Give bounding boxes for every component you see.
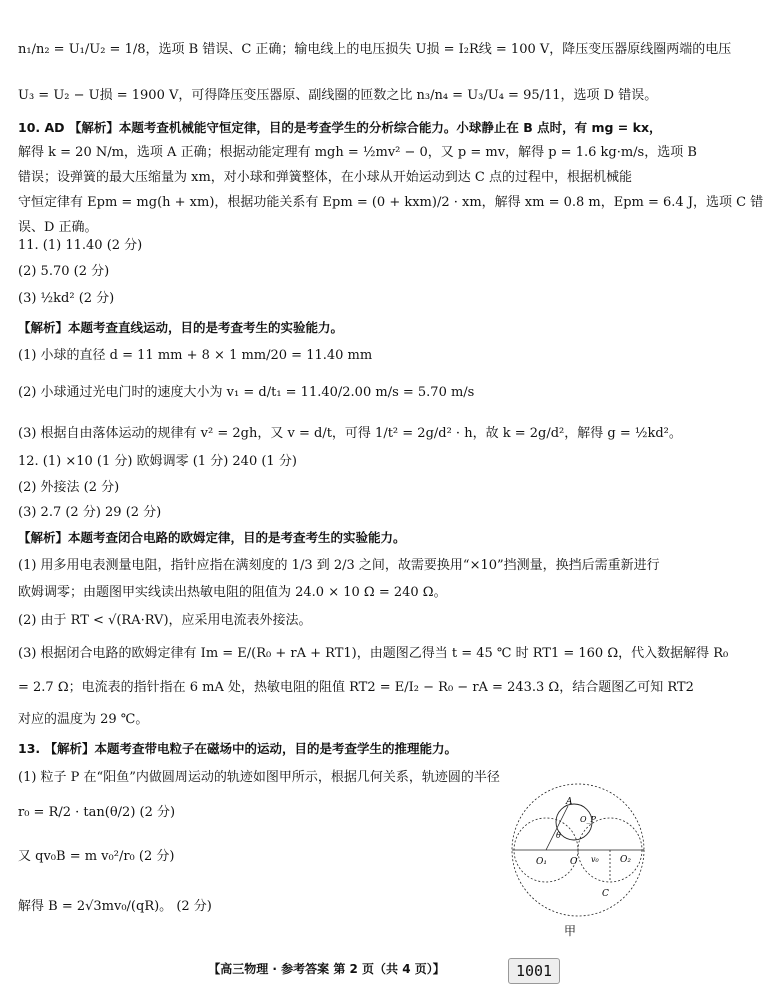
page-footer: 【高三物理 · 参考答案 第 2 页（共 4 页）】 (208, 962, 445, 976)
figure-label: O (570, 857, 578, 867)
page-code: 1001 (508, 958, 560, 984)
text-line: 误、D 正确。 (18, 220, 98, 235)
text-line: 【解析】本题考查闭合电路的欧姆定律，目的是考查考生的实验能力。 (18, 530, 406, 545)
text-line: 10. AD 【解析】本题考查机械能守恒定律，目的是考查学生的分析综合能力。小球静止在 B 点时，有 mg = kx， (18, 120, 662, 135)
text-line: (3) 2.7 (2 分) 29 (2 分) (18, 505, 162, 520)
text-line: 守恒定律有 Epm = mg(h + xm)，根据功能关系有 Epm = (0 + kxm)/2 · xm，解得 xm = 0.8 m，Epm = 6.4 J，选项 C 错 (18, 195, 763, 210)
radius-line-a (546, 806, 568, 850)
text-line: (1) 小球的直径 d = 11 mm + 8 × 1 mm/20 = 11.40 mm (18, 348, 373, 363)
text-line: 11. (1) 11.40 (2 分) (18, 238, 143, 253)
figure-label: C (602, 889, 609, 899)
text-line: 欧姆调零；由题图甲实线读出热敏电阻的阻值为 24.0 × 10 Ω = 240 Ω。 (18, 585, 447, 600)
figure-label: v₀ (591, 855, 599, 864)
trajectory-figure (506, 792, 648, 920)
text-line: (2) 由于 RT < √(RA·RV)，应采用电流表外接法。 (18, 613, 312, 628)
text-line: 12. (1) ×10 (1 分) 欧姆调零 (1 分) 240 (1 分) (18, 454, 297, 469)
figure-caption: 甲 (564, 924, 577, 938)
text-line: 解得 k = 20 N/m，选项 A 正确；根据动能定理有 mgh = ½mv² − 0，又 p = mv，解得 p = 1.6 kg·m/s，选项 B (18, 145, 697, 160)
text-line: 错误；设弹簧的最大压缩量为 xm，对小球和弹簧整体，在小球从开始运动到达 C 点的过程中，根据机械能 (18, 170, 633, 185)
figure-label: O_P (580, 815, 596, 824)
text-line: (1) 用多用电表测量电阻，指针应指在满刻度的 1/3 到 2/3 之间，故需要换用“×10”挡测量，换挡后需重新进行 (18, 558, 660, 573)
figure-label: A (566, 797, 573, 807)
text-line: 对应的温度为 29 ℃。 (18, 712, 149, 727)
text-line: (3) 根据自由落体运动的规律有 v² = 2gh，又 v = d/t，可得 1/t² = 2g/d² · h，故 k = 2g/d²，解得 g = ½kd²。 (18, 426, 682, 441)
text-line: (1) 粒子 P 在“阳鱼”内做圆周运动的轨迹如图甲所示，根据几何关系，轨迹圆的半径 (18, 770, 500, 785)
text-line: 13. 【解析】本题考查带电粒子在磁场中的运动，目的是考查学生的推理能力。 (18, 741, 457, 756)
text-line: = 2.7 Ω；电流表的指针指在 6 mA 处，热敏电阻的阻值 RT2 = E/I₂ − R₀ − rA = 243.3 Ω，结合题图乙可知 RT2 (18, 680, 694, 695)
text-line: (3) ½kd² (2 分) (18, 291, 115, 306)
text-line: U₃ = U₂ − U损 = 1900 V，可得降压变压器原、副线圈的匝数之比 n₃/n₄ = U₃/U₄ = 95/11，选项 D 错误。 (18, 88, 658, 103)
text-line: 又 qv₀B = m v₀²/r₀ (2 分) (18, 849, 175, 864)
text-line: r₀ = R/2 · tan(θ/2) (2 分) (18, 805, 176, 820)
text-line: n₁/n₂ = U₁/U₂ = 1/8，选项 B 错误、C 正确；输电线上的电压损失 U损 = I₂R线 = 100 V，降压变压器原线圈两端的电压 (18, 42, 732, 57)
figure-label: O₂ (620, 855, 631, 865)
figure-label: θ (556, 831, 561, 840)
text-line: (3) 根据闭合电路的欧姆定律有 Im = E/(R₀ + rA + RT1)，由题图乙得当 t = 45 ℃ 时 RT1 = 160 Ω，代入数据解得 R₀ (18, 646, 729, 661)
text-line: (2) 外接法 (2 分) (18, 480, 120, 495)
figure-label: O₁ (536, 857, 547, 867)
text-line: 解得 B = 2√3mv₀/(qR)。 (2 分) (18, 899, 212, 914)
text-line: (2) 小球通过光电门时的速度大小为 v₁ = d/t₁ = 11.40/2.00 m/s = 5.70 m/s (18, 385, 475, 400)
text-line: 【解析】本题考查直线运动，目的是考查考生的实验能力。 (18, 320, 344, 335)
text-line: (2) 5.70 (2 分) (18, 264, 110, 279)
